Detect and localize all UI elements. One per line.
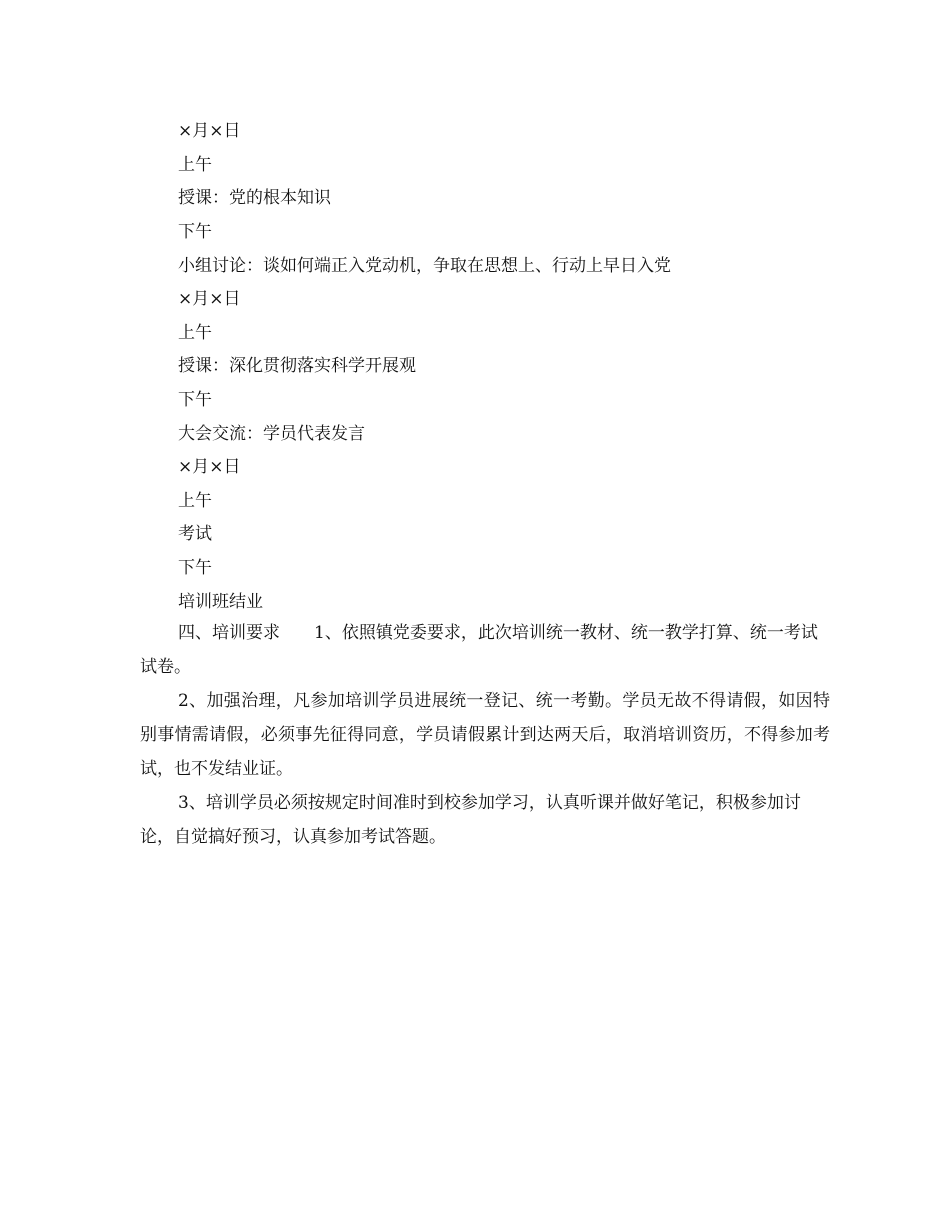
schedule-item: 授课：党的根本知识 (178, 188, 331, 208)
schedule-item: 培训班结业 (178, 592, 263, 612)
requirement-item-2: 2、加强治理，凡参加培训学员进展统一登记、统一考勤。学员无故不得请假，如因特别事情需请假，必须事先征得同意，学员请假累计到达两天后，取消培训资历，不得参加考试，也不发结业证。 (140, 691, 830, 779)
schedule-afternoon-label: 下午 (178, 222, 212, 242)
requirements-section (140, 616, 830, 684)
schedule-item: 授课：深化贯彻落实科学开展观 (178, 356, 416, 376)
schedule-item: 考试 (178, 524, 212, 544)
schedule-afternoon-label: 下午 (178, 558, 212, 578)
schedule-item: 小组讨论：谈如何端正入党动机，争取在思想上、行动上早日入党 (178, 256, 671, 276)
schedule-date-3: ×月×日 (178, 457, 241, 477)
schedule-morning-label: 上午 (178, 323, 212, 343)
schedule-morning-label: 上午 (178, 491, 212, 511)
requirement-item-1: 1、依照镇党委要求，此次培训统一教材、统一教学打算、统一考试试卷。 (140, 623, 818, 677)
requirement-item-3: 3、培训学员必须按规定时间准时到校参加学习，认真听课并做好笔记，积极参加讨论，自觉搞好预习，认真参加考试答题。 (140, 793, 801, 847)
schedule-item: 大会交流：学员代表发言 (178, 424, 365, 444)
schedule-afternoon-label: 下午 (178, 390, 212, 410)
requirements-heading: 四、培训要求 (178, 623, 280, 643)
schedule-morning-label: 上午 (178, 155, 212, 175)
schedule-date-1: ×月×日 (178, 121, 241, 141)
schedule-date-2: ×月×日 (178, 289, 241, 309)
